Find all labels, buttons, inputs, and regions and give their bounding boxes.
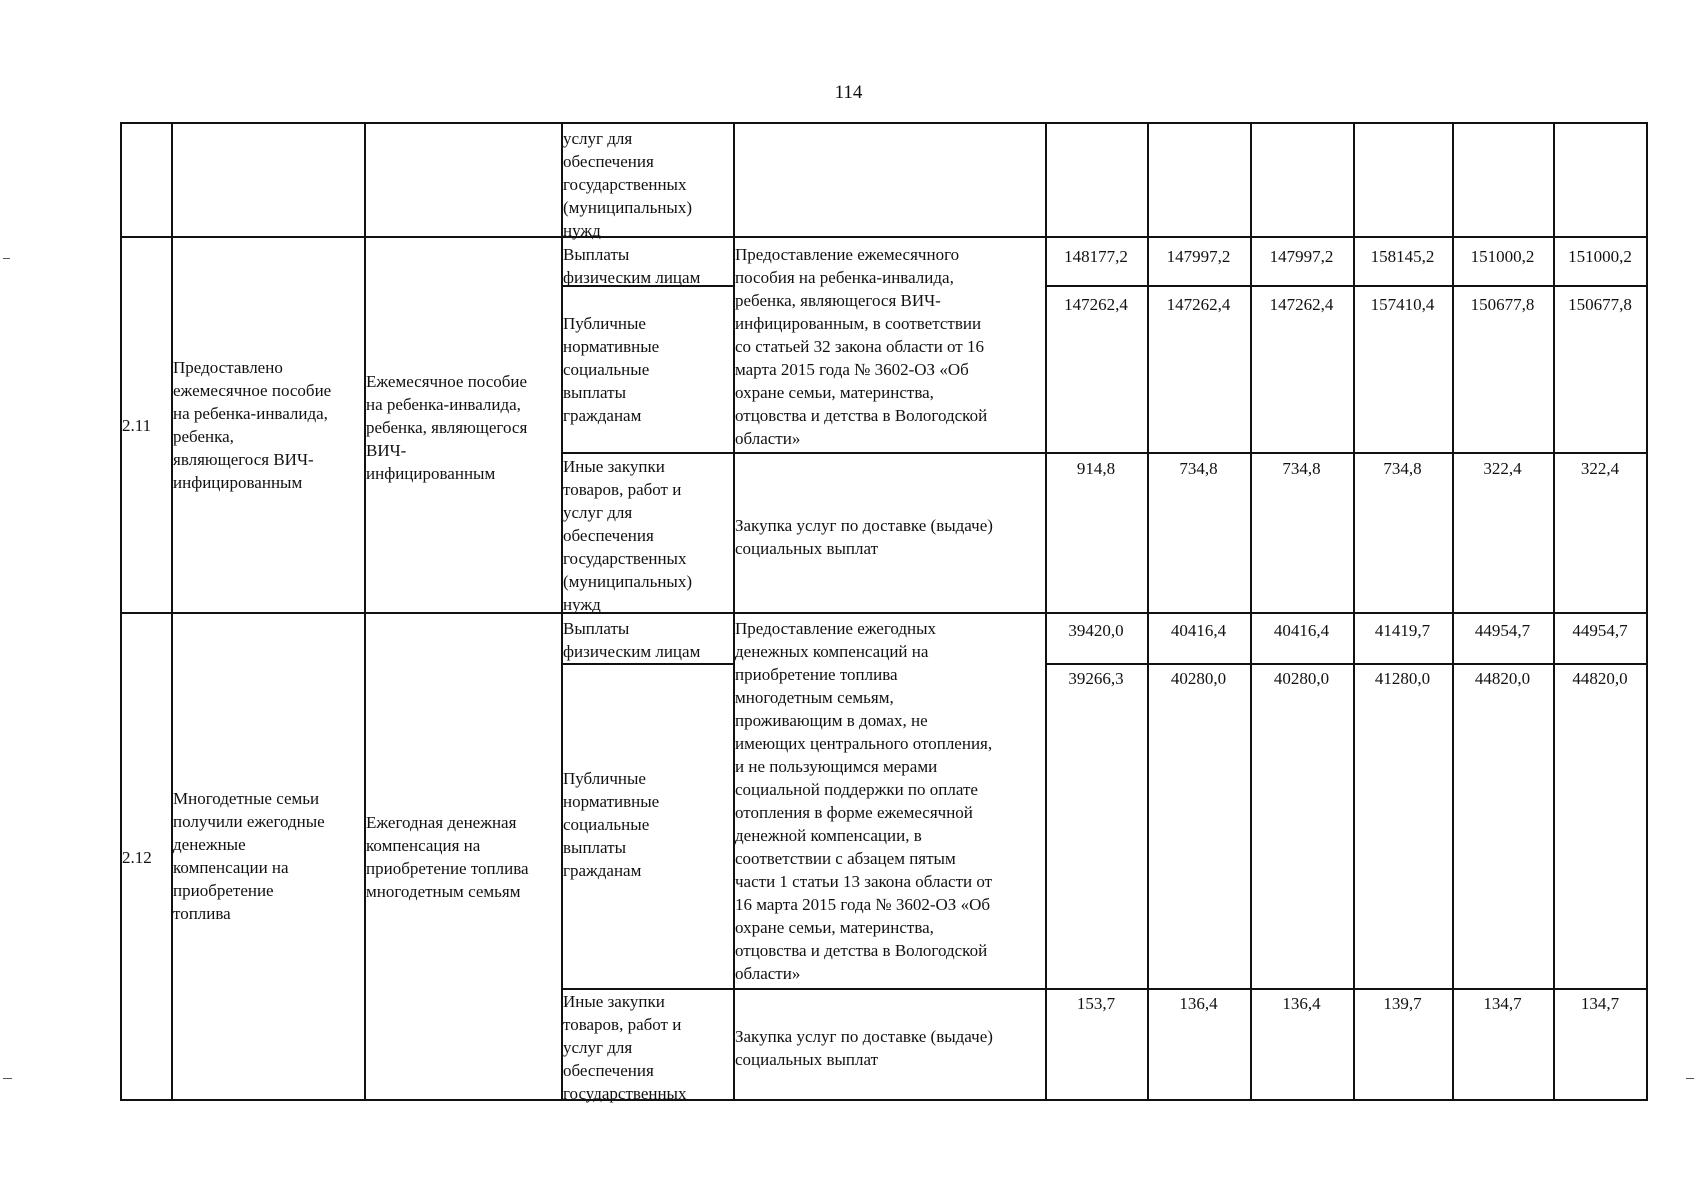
column-divider bbox=[1250, 122, 1252, 1100]
result-cell: Предоставлено ежемесячное пособие на ребенка-инвалида, ребенка, являющегося ВИЧ- инфицированным bbox=[173, 358, 332, 492]
amount-cell: 44820,0 bbox=[1474, 669, 1531, 688]
amount-cell: 39266,3 bbox=[1068, 669, 1124, 688]
row-divider bbox=[561, 452, 1648, 454]
amount-cell: 147262,4 bbox=[1166, 295, 1231, 314]
row-number: 2.11 bbox=[122, 416, 152, 435]
amount-cell: 136,4 bbox=[1179, 994, 1218, 1013]
amount-cell: 41280,0 bbox=[1374, 669, 1431, 688]
expense-type-cell: услуг для обеспечения государственных (муниципальных) нужд bbox=[563, 129, 693, 240]
amount-cell: 136,4 bbox=[1282, 994, 1321, 1013]
result-cell: Многодетные семьи получили ежегодные денежные компенсации на приобретение топлива bbox=[173, 789, 325, 923]
amount-cell: 914,8 bbox=[1076, 459, 1116, 478]
amount-cell: 139,7 bbox=[1383, 994, 1422, 1013]
row-divider bbox=[120, 236, 1648, 238]
expense-type-cell: Выплаты физическим лицам bbox=[563, 245, 701, 287]
measure-cell: Ежемесячное пособие на ребенка-инвалида, ребенка, являющегося ВИЧ- инфицированным bbox=[366, 372, 528, 483]
column-divider bbox=[1452, 122, 1454, 1100]
row-divider bbox=[1045, 285, 1648, 287]
description-cell: Предоставление ежемесячного пособия на ребенка-инвалида, ребенка, являющегося ВИЧ- инфицированным, в соответствии со статьей 32 закона области от 16 марта 2015 года № 3602-ОЗ «Об охране семьи, материнства, отцовства и детства в Вологодской области» bbox=[735, 245, 988, 448]
table-border-right bbox=[1646, 122, 1648, 1100]
column-divider bbox=[120, 122, 122, 1100]
amount-cell: 44954,7 bbox=[1572, 621, 1628, 640]
amount-cell: 151000,2 bbox=[1568, 247, 1632, 266]
amount-cell: 734,8 bbox=[1282, 459, 1321, 478]
amount-cell: 40416,4 bbox=[1273, 621, 1330, 640]
amount-cell: 147997,2 bbox=[1166, 247, 1231, 266]
amount-cell: 147262,4 bbox=[1064, 295, 1128, 314]
expense-type-cell: Иные закупки товаров, работ и услуг для обеспечения государственных (муниципальных) нужд bbox=[563, 457, 693, 614]
amount-cell: 40416,4 bbox=[1170, 621, 1227, 640]
scan-speck bbox=[3, 258, 10, 259]
amount-cell: 150677,8 bbox=[1568, 295, 1632, 314]
row-number: 2.12 bbox=[122, 848, 152, 867]
amount-cell: 134,7 bbox=[1580, 994, 1620, 1013]
row-divider bbox=[1045, 663, 1648, 665]
amount-cell: 39420,0 bbox=[1068, 621, 1124, 640]
amount-cell: 44954,7 bbox=[1474, 621, 1531, 640]
amount-cell: 44820,0 bbox=[1572, 669, 1628, 688]
amount-cell: 134,7 bbox=[1483, 994, 1522, 1013]
expense-type-cell: Публичные нормативные социальные выплаты гражданам bbox=[563, 769, 660, 880]
amount-cell: 148177,2 bbox=[1064, 247, 1128, 266]
description-cell: Предоставление ежегодных денежных компенсаций на приобретение топлива многодетным семьям, проживающим в домах, не имеющих центрального отопления, и не пользующимся мерами социальной поддержки по оплате отопления в форме ежемесячной денежной компенсации, в соответствии с абзацем пятым части 1 статьи 13 закона области от 16 марта 2015 года № 3602-ОЗ «Об охране семьи, материнства, отцовства и детства в Вологодской области» bbox=[735, 619, 993, 983]
amount-cell: 147262,4 bbox=[1269, 295, 1334, 314]
expense-type-cell: Публичные нормативные социальные выплаты гражданам bbox=[563, 314, 660, 425]
column-divider bbox=[364, 122, 366, 1100]
amount-cell: 322,4 bbox=[1483, 459, 1522, 478]
scan-speck bbox=[3, 1078, 12, 1079]
amount-cell: 40280,0 bbox=[1273, 669, 1330, 688]
description-cell: Закупка услуг по доставке (выдаче) социальных выплат bbox=[735, 1027, 993, 1069]
expense-type-cell: Иные закупки товаров, работ и услуг для обеспечения государственных bbox=[563, 992, 687, 1103]
page-number: 114 bbox=[834, 82, 863, 103]
amount-cell: 41419,7 bbox=[1374, 621, 1431, 640]
column-divider bbox=[1553, 122, 1555, 1100]
amount-cell: 734,8 bbox=[1383, 459, 1422, 478]
amount-cell: 147997,2 bbox=[1269, 247, 1334, 266]
row-divider bbox=[120, 612, 1648, 614]
scan-speck bbox=[1686, 1078, 1694, 1079]
column-divider bbox=[171, 122, 173, 1100]
measure-cell: Ежегодная денежная компенсация на приобретение топлива многодетным семьям bbox=[366, 813, 529, 901]
amount-cell: 158145,2 bbox=[1370, 247, 1435, 266]
expense-type-cell: Выплаты физическим лицам bbox=[563, 619, 701, 661]
row-divider bbox=[561, 663, 733, 665]
amount-cell: 734,8 bbox=[1179, 459, 1218, 478]
amount-cell: 150677,8 bbox=[1470, 295, 1535, 314]
amount-cell: 40280,0 bbox=[1170, 669, 1227, 688]
amount-cell: 151000,2 bbox=[1470, 247, 1535, 266]
column-divider bbox=[1147, 122, 1149, 1100]
table-border-bottom bbox=[120, 1099, 1648, 1101]
column-divider bbox=[1353, 122, 1355, 1100]
column-divider bbox=[1045, 122, 1047, 1100]
amount-cell: 153,7 bbox=[1076, 994, 1116, 1013]
table-border-top bbox=[120, 122, 1648, 124]
amount-cell: 322,4 bbox=[1580, 459, 1620, 478]
description-cell: Закупка услуг по доставке (выдаче) социальных выплат bbox=[735, 516, 993, 558]
amount-cell: 157410,4 bbox=[1370, 295, 1435, 314]
